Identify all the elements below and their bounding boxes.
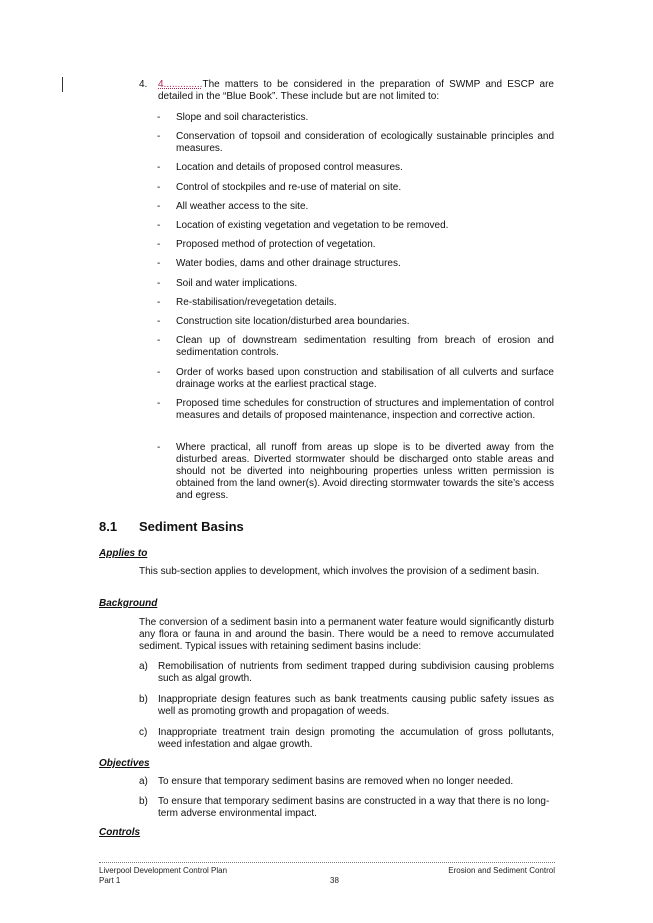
footer-section-title: Erosion and Sediment Control (448, 866, 555, 875)
section-title: Sediment Basins (139, 519, 244, 534)
bullet-item: Order of works based upon construction and stabilisation of all culverts and surface drainage works at the earliest practical stage. (176, 367, 554, 390)
list-label: b) (139, 796, 148, 807)
bullet-marker: - (157, 278, 161, 289)
bullet-item: Re-stabilisation/revegetation details. (176, 297, 337, 308)
bullet-marker: - (157, 201, 161, 212)
objectives-heading: Objectives (99, 758, 150, 769)
tracked-change-leader: ............. (166, 79, 203, 90)
bullet-item: Construction site location/disturbed area boundaries. (176, 316, 410, 327)
bullet-marker: - (157, 112, 161, 123)
bullet-marker: - (157, 162, 161, 173)
bullet-marker: - (157, 220, 161, 231)
bullet-item: Soil and water implications. (176, 278, 298, 289)
objective-item: To ensure that temporary sediment basins are constructed in a way that there is no long-term adverse environmental impact. (158, 796, 550, 819)
bullet-marker: - (157, 297, 161, 308)
section-heading (99, 519, 244, 534)
bullet-marker: - (157, 131, 161, 142)
bullet-item: Where practical, all runoff from areas up slope is to be diverted away from the disturbed areas. Diverted stormwater should be discharged onto stable areas and should not be diverted into neighbouring properties unless written permission is obtained from the land owner(s). Avoid directing stormwater towards the site’s access and egress. (176, 442, 554, 501)
item-number: 4. (139, 79, 148, 90)
bullet-item: Control of stockpiles and re-use of material on site. (176, 182, 402, 193)
footer-document-title: Liverpool Development Control Plan (99, 866, 228, 875)
revision-change-bar (62, 77, 63, 92)
footer-page-number: 38 (330, 876, 339, 885)
bullet-item: Proposed method of protection of vegetation. (176, 239, 376, 250)
bullet-item: Conservation of topsoil and consideration of ecologically sustainable principles and measures. (176, 131, 554, 154)
bullet-item: Clean up of downstream sedimentation resulting from breach of erosion and sedimentation controls. (176, 335, 554, 358)
list-label: c) (139, 727, 148, 738)
background-item: Inappropriate design features such as bank treatments causing public safety issues as well as promoting growth and propagation of weeds. (158, 694, 554, 717)
bullet-item: Location of existing vegetation and vegetation to be removed. (176, 220, 449, 231)
bullet-item: All weather access to the site. (176, 201, 309, 212)
bullet-marker: - (157, 182, 161, 193)
section-number: 8.1 (99, 519, 118, 534)
item-4-intro-text: The matters to be considered in the preparation of SWMP and ESCP are detailed in the “Blue Book”. These include but are not limited to: (158, 79, 554, 102)
bullet-marker: - (157, 316, 161, 327)
bullet-marker: - (157, 367, 161, 378)
bullet-item: Water bodies, dams and other drainage structures. (176, 258, 401, 269)
bullet-marker: - (157, 442, 161, 453)
bullet-marker: - (157, 335, 161, 346)
controls-heading: Controls (99, 827, 141, 838)
tracked-change-number: 4. (158, 79, 167, 90)
background-text: The conversion of a sediment basin into a permanent water feature would significantly disturb any flora or fauna in and around the basin. There would be a need to remove accumulated sediment. Typical issues with retaining sediment basins include: (139, 617, 554, 652)
applies-to-text: This sub-section applies to development, which involves the provision of a sediment basin. (139, 566, 540, 577)
bullet-item: Slope and soil characteristics. (176, 112, 309, 123)
bullet-marker: - (157, 239, 161, 250)
bullet-marker: - (157, 398, 161, 409)
applies-to-heading: Applies to (99, 548, 148, 559)
background-item: Inappropriate treatment train design promoting the accumulation of gross pollutants, weed infestation and algae growth. (158, 727, 554, 750)
background-heading: Background (99, 598, 158, 609)
bullet-item: Location and details of proposed control measures. (176, 162, 403, 173)
list-label: a) (139, 661, 148, 672)
footer-divider (99, 862, 555, 863)
bullet-marker: - (157, 258, 161, 269)
bullet-item: Proposed time schedules for construction of structures and implementation of control measures and details of proposed maintenance, inspection and corrective action. (176, 398, 554, 421)
list-label: b) (139, 694, 148, 705)
footer-part: Part 1 (99, 876, 121, 885)
background-item: Remobilisation of nutrients from sediment trapped during subdivision causing problems such as algal growth. (158, 661, 554, 684)
list-label: a) (139, 776, 148, 787)
item-4-intro (158, 79, 554, 103)
objective-item: To ensure that temporary sediment basins are removed when no longer needed. (158, 776, 514, 787)
